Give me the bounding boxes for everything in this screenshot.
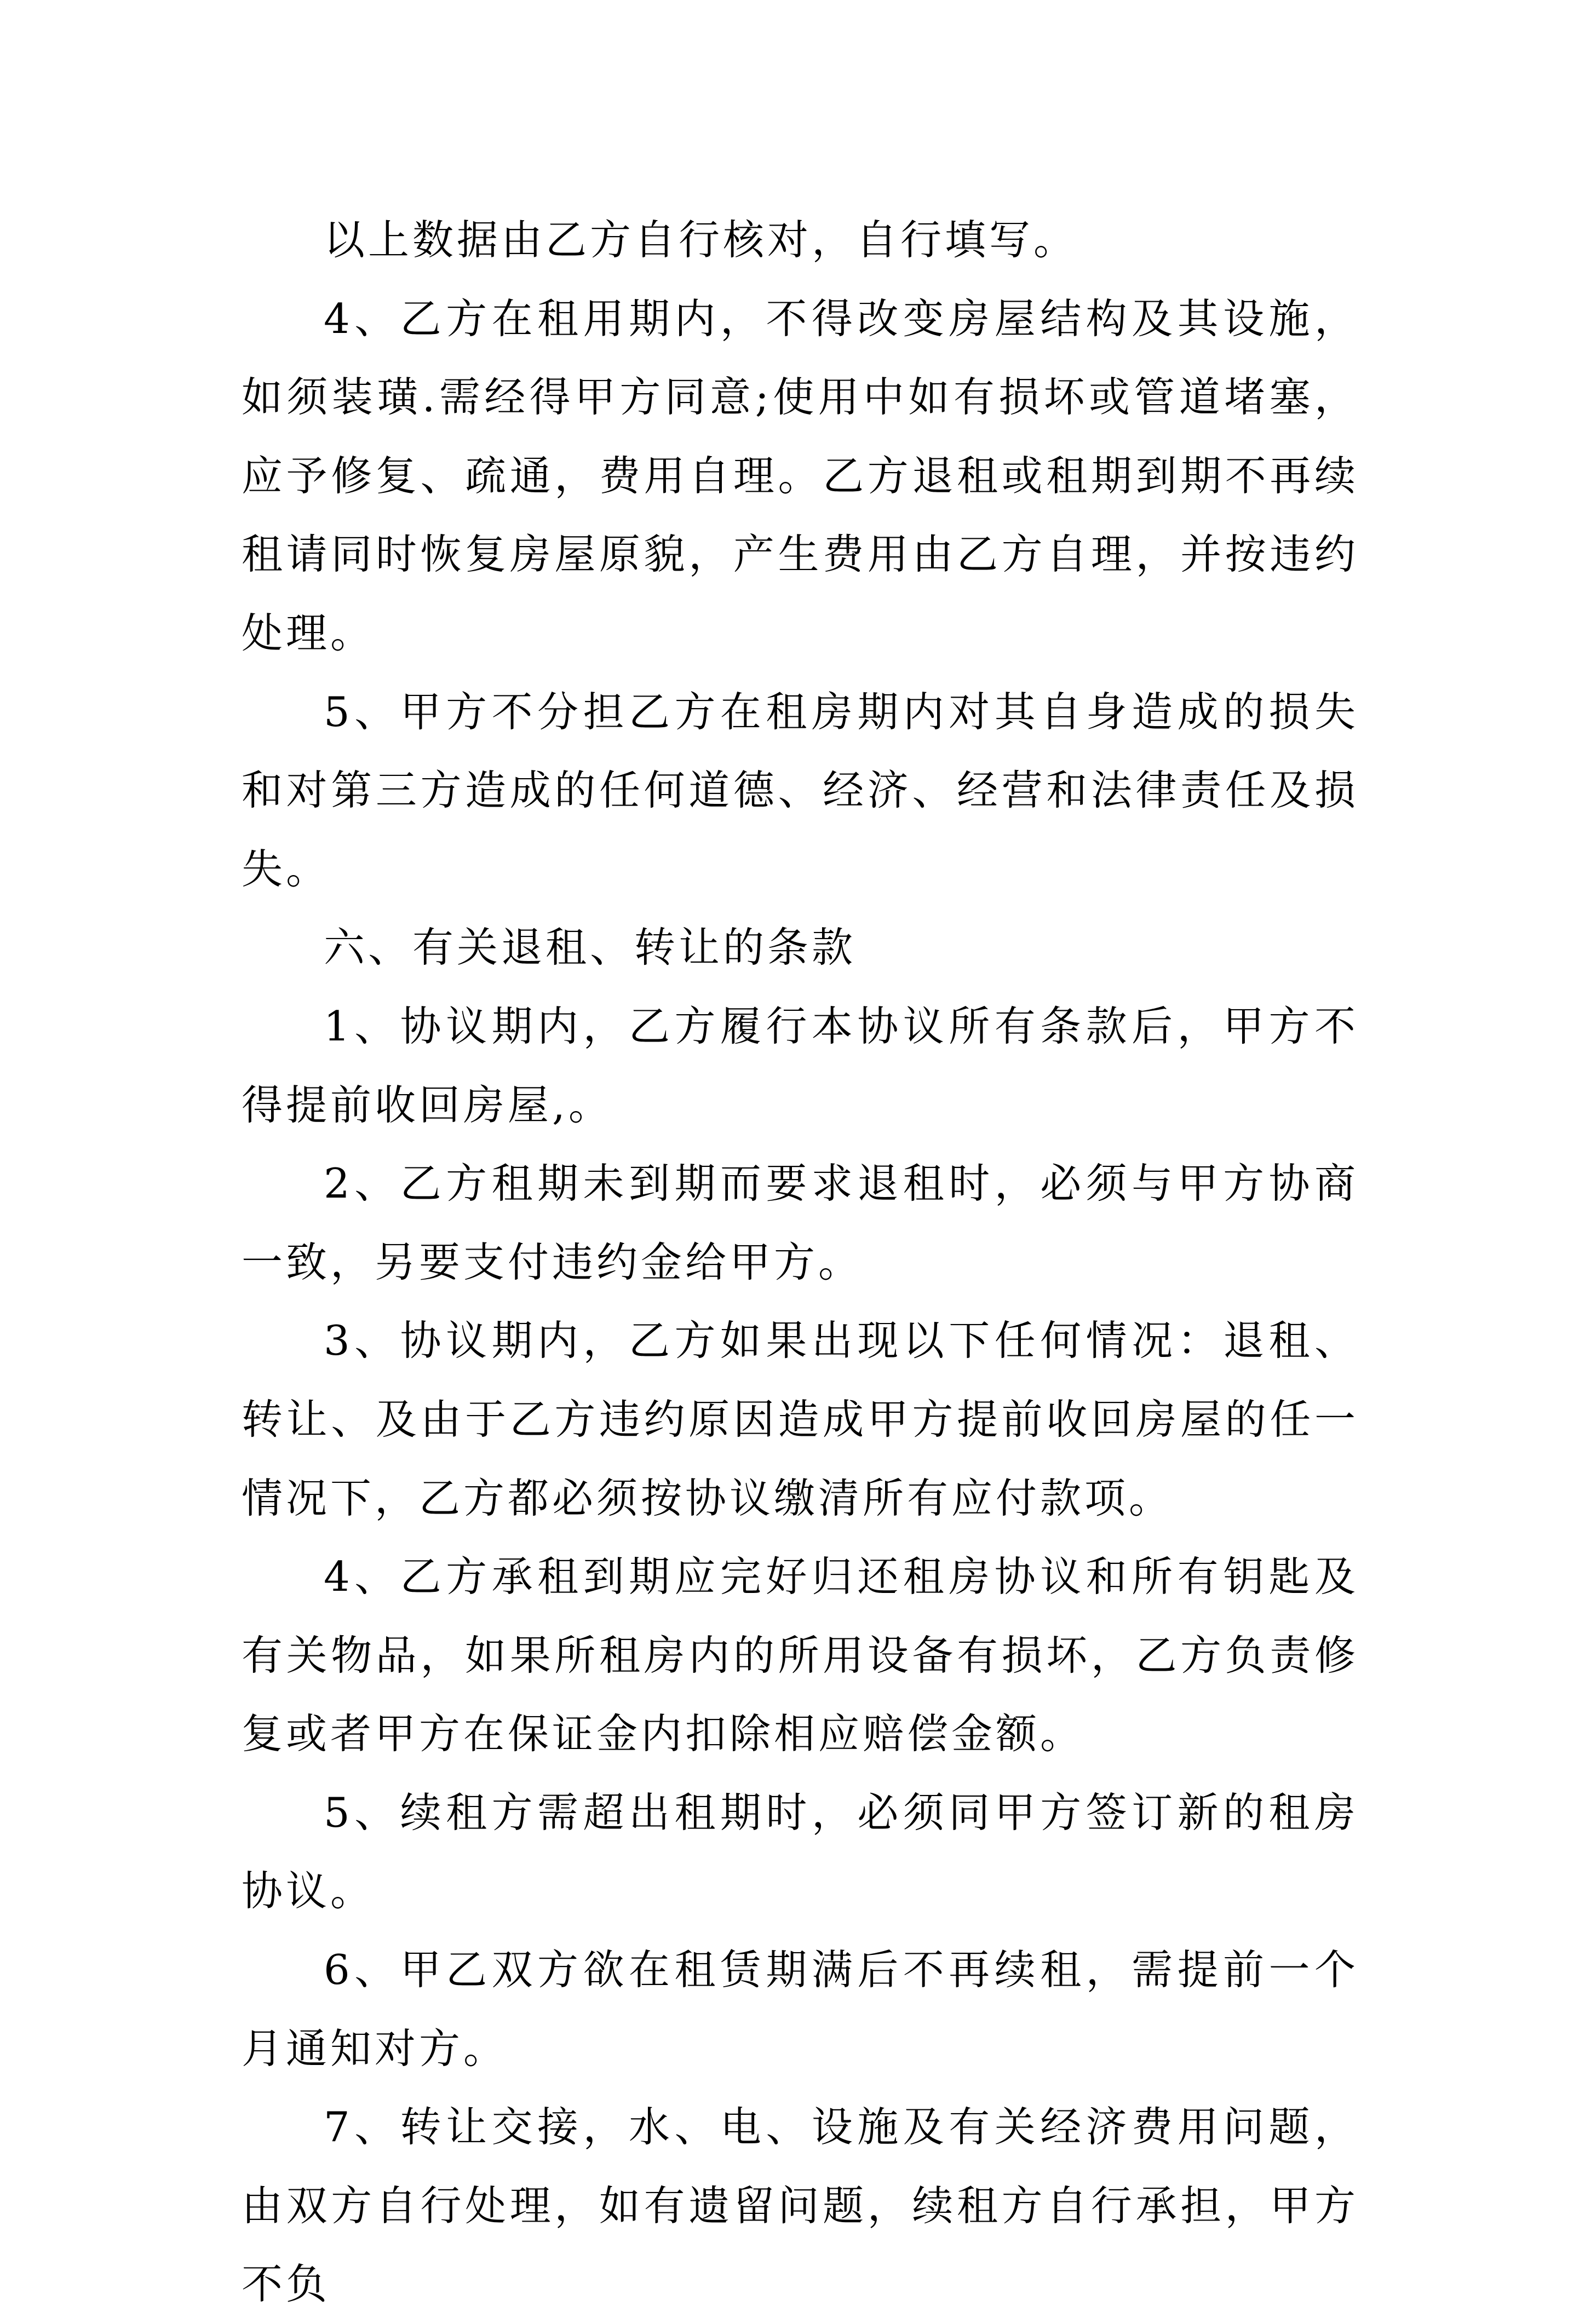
- paragraph-data-verification: 以上数据由乙方自行核对，自行填写。: [324, 216, 1078, 264]
- paragraph-term-1: 1、协议期内，乙方履行本协议所有条款后，甲方不得提前收回房屋,。: [242, 1002, 1359, 1129]
- paragraph-term-4: 4、乙方承租到期应完好归还租房协议和所有钥匙及有关物品，如果所租房内的所用设备有损坏，乙方负责修复或者甲方在保证金内扣除相应赔偿金额。: [242, 1552, 1359, 1758]
- document-body: [242, 201, 1359, 2324]
- paragraph-clause-4-structure: 4、乙方在租用期内，不得改变房屋结构及其设施，如须装璜.需经得甲方同意;使用中如有损坏或管道堵塞，应予修复、疏通，费用自理。乙方退租或租期到期不再续租请同时恢复房屋原貌，产生费用由乙方自理，并按违约处理。: [242, 294, 1359, 657]
- paragraph-term-5: 5、续租方需超出租期时，必须同甲方签订新的租房协议。: [242, 1788, 1359, 1915]
- paragraph-term-2: 2、乙方租期未到期而要求退租时，必须与甲方协商一致，另要支付违约金给甲方。: [242, 1159, 1359, 1286]
- paragraph-term-7: 7、转让交接，水、电、设施及有关经济费用问题，由双方自行处理，如有遗留问题，续租方自行承担，甲方不负: [242, 2103, 1359, 2309]
- paragraph-clause-5-liability: 5、甲方不分担乙方在租房期内对其自身造成的损失和对第三方造成的任何道德、经济、经营和法律责任及损失。: [242, 687, 1359, 893]
- paragraph-term-3: 3、协议期内，乙方如果出现以下任何情况：退租、转让、及由于乙方违约原因造成甲方提前收回房屋的任一情况下，乙方都必须按协议缴清所有应付款项。: [242, 1316, 1359, 1522]
- section-heading-termination-transfer: 六、有关退租、转让的条款: [324, 923, 857, 972]
- paragraph-term-6: 6、甲乙双方欲在租赁期满后不再续租，需提前一个月通知对方。: [242, 1946, 1359, 2073]
